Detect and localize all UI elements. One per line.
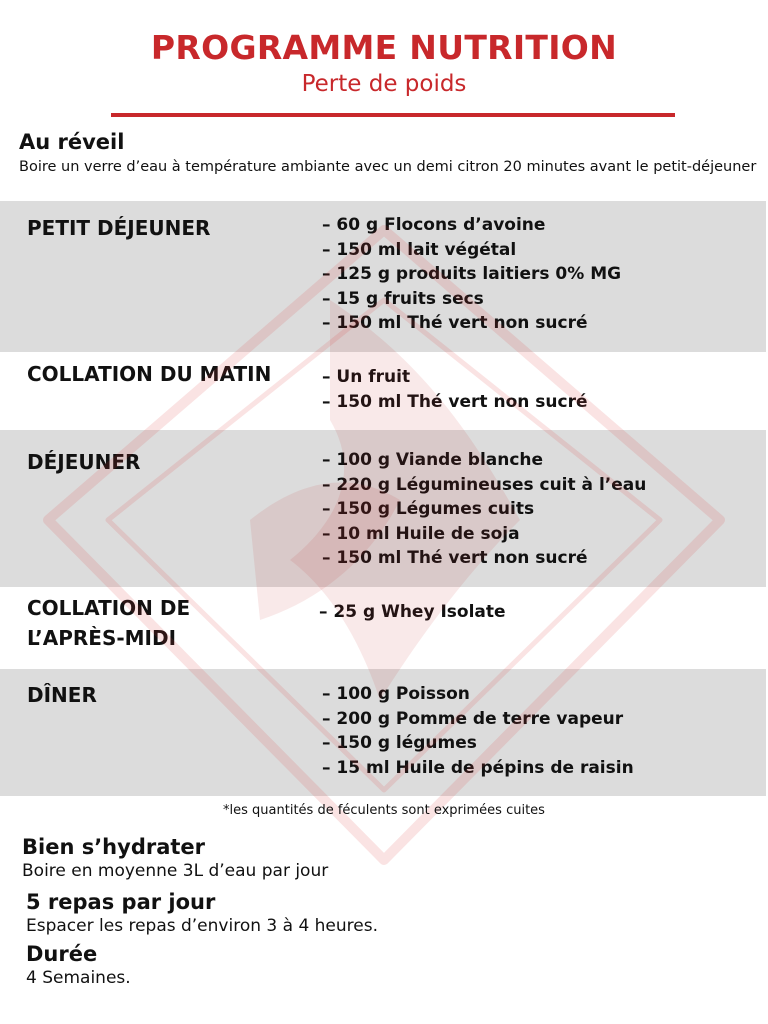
wake-section — [19, 130, 761, 175]
meal-name: PETIT DÉJEUNER — [27, 216, 211, 240]
meal-item: – 150 ml Thé vert non sucré — [322, 391, 588, 412]
meal-items — [319, 600, 506, 625]
meal-item: – 220 g Légumineuses cuit à l’eau — [322, 474, 647, 495]
meal-items — [322, 682, 634, 780]
meal-items — [322, 448, 646, 571]
meal-lunch — [0, 430, 766, 587]
wake-text: Boire un verre d’eau à température ambiante avec un demi citron 20 minutes avant le petit-déjeuner — [19, 159, 757, 175]
meal-name: COLLATION DE L’APRÈS-MIDI — [27, 596, 191, 650]
meal-items — [322, 213, 621, 336]
meal-item: – 150 g Légumes cuits — [322, 499, 535, 519]
meal-morning-snack — [0, 352, 766, 430]
hydration-text: Boire en moyenne 3L d’eau par jour — [22, 861, 329, 881]
meal-item: – 15 g fruits secs — [322, 288, 484, 309]
meals-per-day-text: Espacer les repas d’environ 3 à 4 heures. — [26, 916, 379, 936]
wake-heading: Au réveil — [19, 130, 125, 154]
title-divider — [111, 113, 675, 117]
meal-item: – 150 g légumes — [322, 733, 477, 753]
meal-item: – 100 g Viande blanche — [322, 450, 544, 470]
page-subtitle: Perte de poids — [301, 71, 467, 97]
meal-item: – 150 ml Thé vert non sucré — [322, 313, 588, 333]
duration-heading: Durée — [26, 942, 98, 966]
meals-per-day-heading: 5 repas par jour — [26, 890, 216, 914]
meal-item: – 25 g Whey Isolate — [319, 602, 506, 622]
meal-item: – 150 ml Thé vert non sucré — [322, 548, 588, 568]
meal-item: – 15 ml Huile de pépins de raisin — [322, 757, 634, 778]
meal-item: – 200 g Pomme de terre vapeur — [322, 708, 624, 729]
meal-item: – 60 g Flocons d’avoine — [322, 215, 546, 235]
meal-name: DÉJEUNER — [27, 450, 141, 474]
meal-breakfast — [0, 201, 766, 352]
meals-per-day-section — [26, 889, 378, 937]
meal-item: – 150 ml lait végétal — [322, 239, 517, 260]
meal-name: DÎNER — [27, 683, 97, 707]
duration-section — [26, 941, 131, 989]
page-title: PROGRAMME NUTRITION — [150, 28, 618, 67]
footnote: *les quantités de féculents sont exprimées cuites — [223, 803, 545, 818]
meal-item: – 125 g produits laitiers 0% MG — [322, 264, 622, 284]
meal-item: – Un fruit — [322, 367, 411, 387]
meal-dinner — [0, 669, 766, 796]
meal-afternoon-snack — [0, 587, 766, 669]
duration-text: 4 Semaines. — [26, 968, 131, 988]
meal-item: – 10 ml Huile de soja — [322, 523, 520, 544]
meal-item: – 100 g Poisson — [322, 684, 470, 704]
meal-name: COLLATION DU MATIN — [27, 362, 272, 386]
hydration-section — [22, 834, 328, 882]
meal-items — [322, 365, 587, 414]
header — [0, 28, 768, 97]
hydration-heading: Bien s’hydrater — [22, 835, 206, 859]
